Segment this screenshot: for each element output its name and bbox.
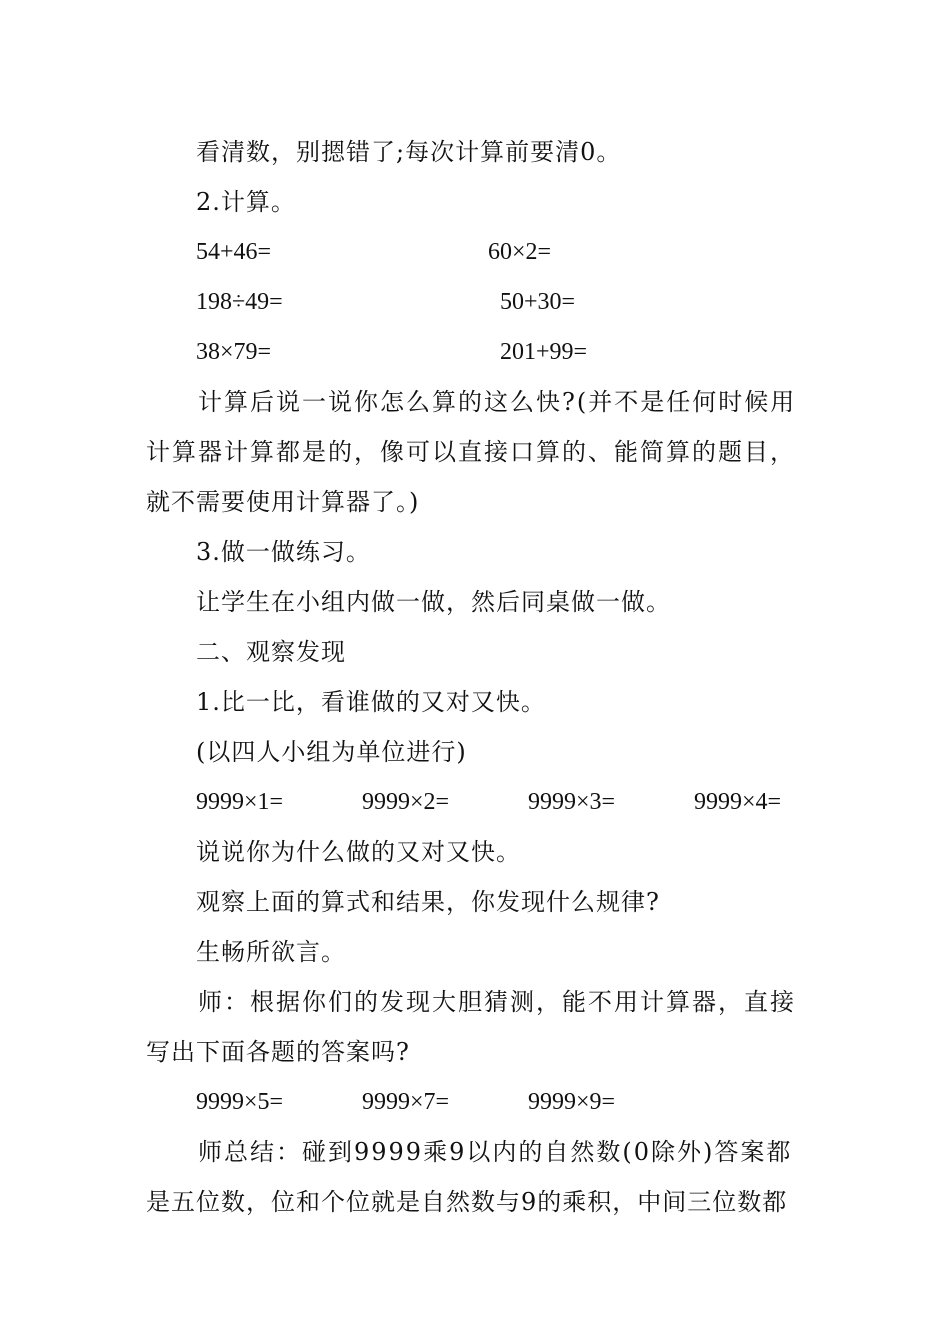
text-line: 说说你为什么做的又对又快。 — [196, 838, 521, 866]
paragraph-line: 师总结：碰到9999乘9以内的自然数(0除外)答案都 — [198, 1138, 793, 1166]
text-line: 让学生在小组内做一做，然后同桌做一做。 — [196, 588, 671, 616]
text-line: 1.比一比，看谁做的又对又快。 — [196, 688, 546, 716]
multiply-expression: 9999×7= — [362, 1089, 450, 1115]
paragraph-line: 是五位数，位和个位就是自然数与9的乘积，中间三位数都 — [146, 1188, 788, 1216]
calc-expression: 38×79= — [196, 339, 272, 365]
text-line: 观察上面的算式和结果，你发现什么规律? — [196, 888, 660, 916]
paragraph-line: 就不需要使用计算器了。) — [146, 488, 420, 516]
multiply-expression: 9999×1= — [196, 789, 284, 815]
calc-expression: 201+99= — [500, 339, 588, 365]
paragraph-line: 计算器计算都是的，像可以直接口算的、能简算的题目， — [146, 438, 796, 466]
calc-expression: 198÷49= — [196, 289, 283, 315]
heading-practice: 3.做一做练习。 — [196, 538, 371, 566]
text-line-clear-zero: 看清数，别摁错了;每次计算前要清0。 — [196, 138, 622, 166]
paragraph-line: 计算后说一说你怎么算的这么快?(并不是任何时候用 — [198, 388, 797, 416]
calc-expression: 60×2= — [488, 239, 552, 265]
heading-calculate: 2.计算。 — [196, 188, 296, 216]
paragraph-line: 写出下面各题的答案吗? — [146, 1038, 410, 1066]
calc-expression: 54+46= — [196, 239, 272, 265]
text-line: 生畅所欲言。 — [196, 938, 346, 966]
section-heading-observe: 二、观察发现 — [196, 638, 346, 666]
text-line: (以四人小组为单位进行) — [196, 738, 467, 766]
multiply-expression: 9999×2= — [362, 789, 450, 815]
multiply-expression: 9999×5= — [196, 1089, 284, 1115]
multiply-expression: 9999×3= — [528, 789, 616, 815]
calc-expression: 50+30= — [500, 289, 576, 315]
multiply-expression: 9999×4= — [694, 789, 782, 815]
paragraph-line: 师：根据你们的发现大胆猜测，能不用计算器，直接 — [198, 988, 796, 1016]
multiply-expression: 9999×9= — [528, 1089, 616, 1115]
